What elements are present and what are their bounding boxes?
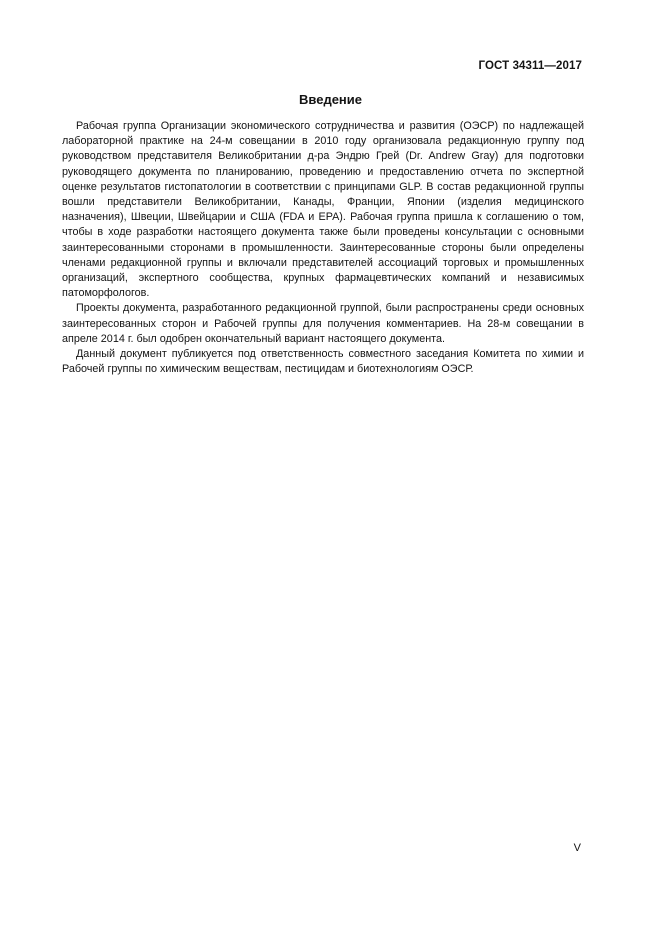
section-title: Введение xyxy=(299,92,362,107)
paragraph-3: Данный документ публикуется под ответственность совместного заседания Комитета по химии и Рабочей группы по химическим веществам, пестицидам и биотехнологиям ОЭСР. xyxy=(62,348,584,376)
paragraph-2: Проекты документа, разработанного редакционной группой, были распространены среди основных заинтересованных сторон и Рабочей группы для получения комментариев. На 28-м совещании в апреле 2014 г. был одобрен окончательный вариант настоящего документа. xyxy=(62,302,584,345)
section-body xyxy=(62,119,584,377)
paragraph-1: Рабочая группа Организации экономического сотрудничества и развития (ОЭСР) по надлежащей лабораторной практике на 24-м совещании в 2010 году организовала редакционную группу под руководством представителя Великобритании д-ра Эндрю Грей (Dr. Andrew Gray) для подготовки руководящего документа по планированию, проведению и предоставлению отчета по экспертной оценке результатов гистопатологии в соответствии с принципами GLP. В состав редакционной группы вошли представители Великобритании, Канады, Франции, Японии (изделия медицинского назначения), Швеции, Швейцарии и США (FDA и EPA). Рабочая группа пришла к соглашению о том, чтобы в ходе разработки настоящего документа также были проведены консультации с основными заинтересованными сторонами в промышленности. Заинтересованные стороны были определены членами редакционной группы и включали представителей ассоциаций торговых и промышленных организаций, экспертного сообщества, крупных фармацевтических компаний и независимых патоморфологов. xyxy=(62,120,584,300)
document-code: ГОСТ 34311—2017 xyxy=(478,60,582,72)
page-number: V xyxy=(573,842,581,854)
